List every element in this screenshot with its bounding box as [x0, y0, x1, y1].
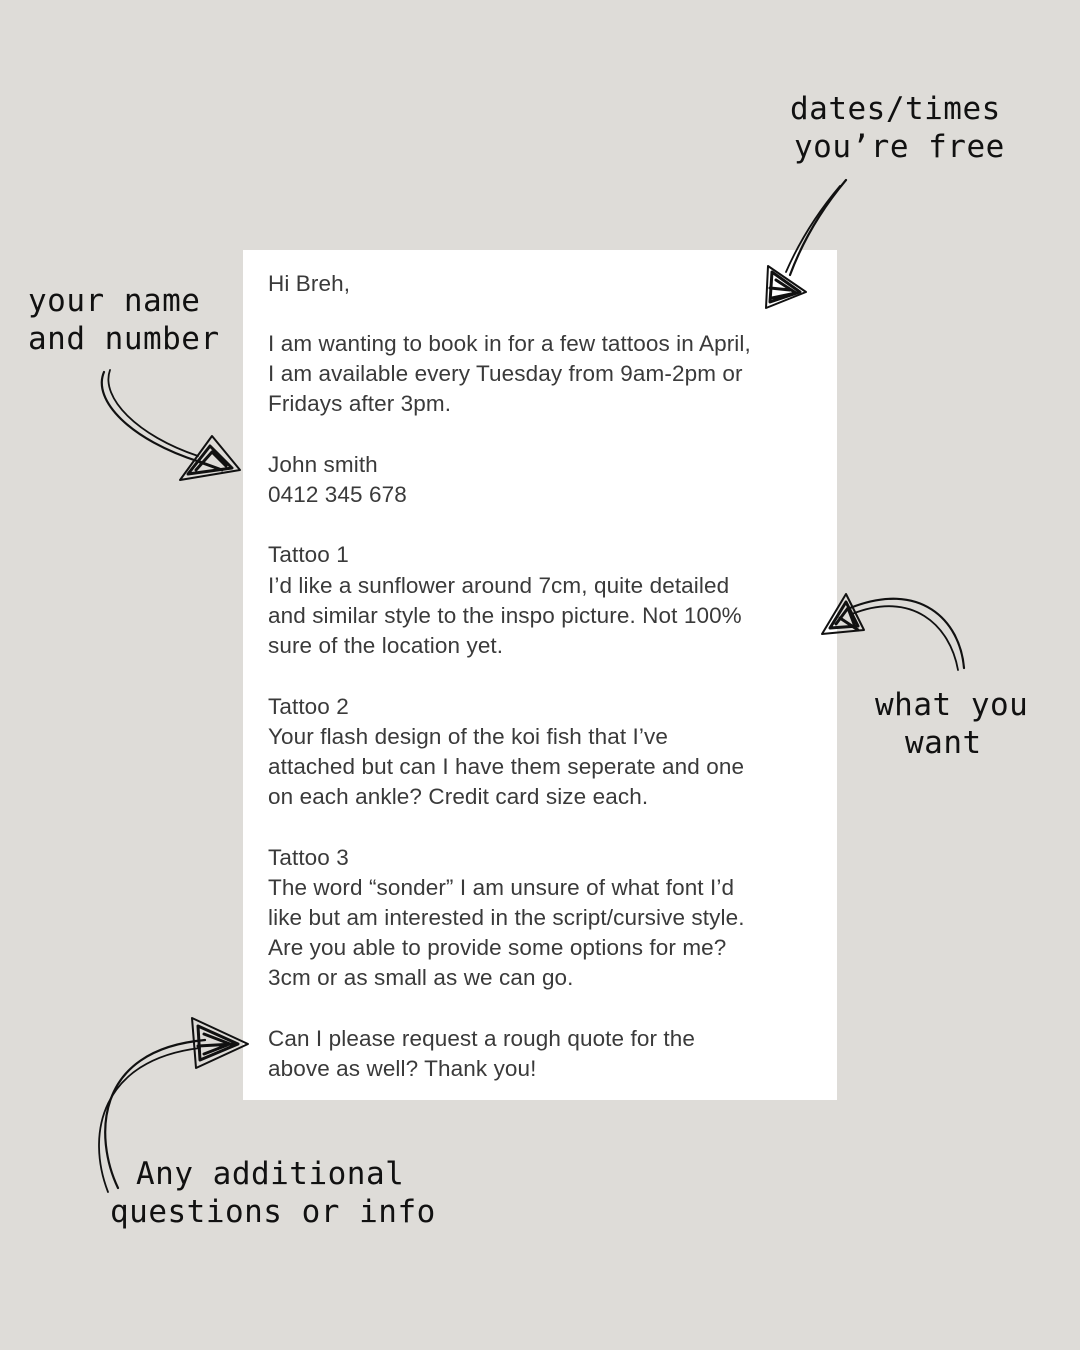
tattoo-1-heading: Tattoo 1: [268, 542, 349, 567]
tattoo-2-heading: Tattoo 2: [268, 694, 349, 719]
tattoo-2-line-2: attached but can I have them seperate and one: [268, 754, 745, 779]
annotation-dates: [790, 90, 1005, 166]
tattoo-2-line-3: on each ankle? Credit card size each.: [268, 784, 649, 809]
tattoo-1-line-2: and similar style to the inspo picture. Not 100%: [268, 603, 742, 628]
annotation-name: [28, 282, 220, 358]
annotation-want: [875, 686, 1028, 762]
message-availability-line-2: I am available every Tuesday from 9am-2pm or: [268, 361, 743, 386]
tattoo-3-line-2: like but am interested in the script/cursive style.: [268, 905, 745, 930]
annotation-want-line-2: want: [905, 725, 982, 761]
arrow-name-icon: [102, 370, 240, 480]
message-availability-line-3: Fridays after 3pm.: [268, 391, 452, 416]
annotation-additional: [110, 1155, 436, 1231]
tattoo-2-line-1: Your flash design of the koi fish that I’ve: [268, 724, 668, 749]
annotation-additional-line-1: Any additional: [136, 1156, 405, 1192]
message-name: John smith: [268, 452, 378, 477]
annotation-name-line-2: and number: [28, 321, 220, 357]
annotation-name-line-1: your name: [28, 283, 201, 319]
message-card: [243, 250, 837, 1100]
tattoo-3-line-3: Are you able to provide some options for me?: [268, 935, 727, 960]
tattoo-1-line-1: I’d like a sunflower around 7cm, quite detailed: [268, 573, 730, 598]
closing-line-2: above as well? Thank you!: [268, 1056, 537, 1081]
annotation-dates-line-1: dates/times: [790, 91, 1001, 127]
annotation-additional-line-2: questions or info: [110, 1194, 436, 1230]
message-greeting: Hi Breh,: [268, 271, 351, 296]
tattoo-3-line-1: The word “sonder” I am unsure of what font I’d: [268, 875, 735, 900]
arrow-want-icon: [822, 594, 964, 670]
closing-line-1: Can I please request a rough quote for the: [268, 1026, 695, 1051]
tattoo-3-heading: Tattoo 3: [268, 845, 349, 870]
message-phone: 0412 345 678: [268, 482, 407, 507]
annotation-dates-line-2: you’re free: [794, 129, 1005, 165]
tattoo-3-line-4: 3cm or as small as we can go.: [268, 965, 574, 990]
message-availability-line-1: I am wanting to book in for a few tattoos in April,: [268, 331, 751, 356]
tattoo-1-line-3: sure of the location yet.: [268, 633, 504, 658]
annotation-want-line-1: what you: [875, 687, 1029, 723]
